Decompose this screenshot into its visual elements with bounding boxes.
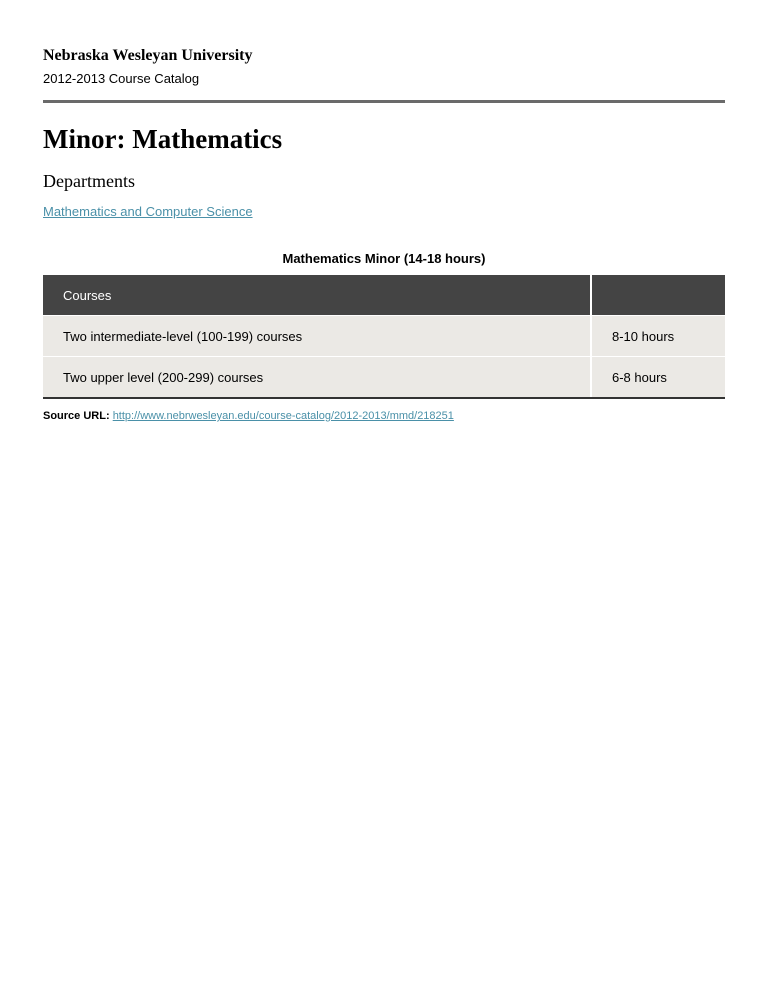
hours-cell: 6-8 hours xyxy=(592,356,725,397)
table-header-row xyxy=(43,275,725,315)
source-line xyxy=(43,409,454,424)
table-row xyxy=(43,356,725,397)
source-label: Source URL: xyxy=(43,410,110,422)
university-name: Nebraska Wesleyan University xyxy=(43,47,253,64)
catalog-name: 2012-2013 Course Catalog xyxy=(43,71,200,86)
column-header-hours xyxy=(592,275,725,315)
departments-heading: Departments xyxy=(43,171,135,191)
page-header xyxy=(43,46,725,88)
table-row xyxy=(43,315,725,356)
course-cell: Two upper level (200-299) courses xyxy=(43,356,592,397)
requirements-table xyxy=(43,275,725,399)
department-link[interactable]: Mathematics and Computer Science xyxy=(43,204,253,219)
table-caption: Mathematics Minor (14-18 hours) xyxy=(282,251,486,266)
column-header-courses: Courses xyxy=(43,275,592,315)
header-divider xyxy=(43,100,725,103)
page-title: Minor: Mathematics xyxy=(43,124,283,154)
hours-cell: 8-10 hours xyxy=(592,315,725,356)
course-cell: Two intermediate-level (100-199) courses xyxy=(43,315,592,356)
source-url-link[interactable]: http://www.nebrwesleyan.edu/course-catalog/2012-2013/mmd/218251 xyxy=(112,410,454,422)
